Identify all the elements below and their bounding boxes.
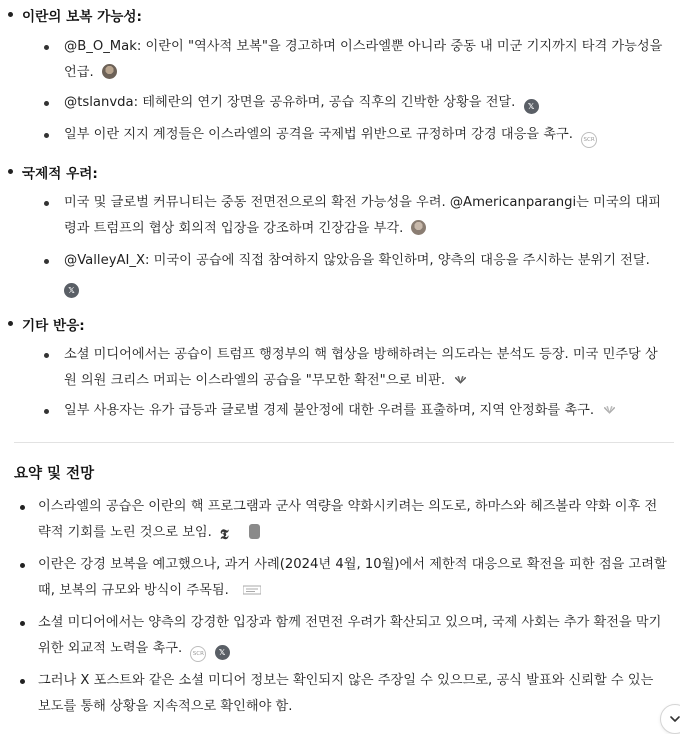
nbc-peacock-icon[interactable] xyxy=(453,375,468,385)
list-item-text: 보도를 통해 상황을 지속적으로 확인해야 함. xyxy=(38,699,293,714)
list-item xyxy=(38,610,668,662)
summary-title: 요약 및 전망 xyxy=(14,466,95,482)
list-item xyxy=(64,90,670,116)
list-item-text: 이스라엘의 공습은 이란의 핵 프로그램과 군사 역량을 약화시키려는 의도로, 하마스와 헤즈볼라 약화 이후 전 xyxy=(38,499,658,514)
list-item xyxy=(38,552,668,604)
list-item xyxy=(38,494,668,546)
divider xyxy=(14,442,674,443)
section-heading: 국제적 우려: xyxy=(22,162,98,182)
list-item-text: 미국 및 글로벌 커뮤니티는 중동 전면전으로의 확전 가능성을 우려. @Americanparangi는 미국의 대피 xyxy=(64,195,661,210)
list-item xyxy=(64,34,670,86)
list-item-text: 소셜 미디어에서는 양측의 강경한 입장과 함께 전면전 우려가 확산되고 있으며, 국제 사회는 추가 확전을 막기 xyxy=(38,615,662,630)
list-item xyxy=(64,398,670,424)
list-item-text: 위한 외교적 노력을 촉구. xyxy=(38,641,183,656)
news-source-icon[interactable] xyxy=(243,585,261,595)
list-item-text: @tslanvda: 테헤란의 연기 장면을 공유하며, 공습 직후의 긴박한 상황을 전달. xyxy=(64,95,516,110)
bullet xyxy=(8,12,13,17)
bullet xyxy=(8,321,13,326)
list-item xyxy=(64,190,670,242)
x-logo-icon[interactable]: 𝕏 xyxy=(524,99,539,114)
x-logo-icon[interactable]: 𝕏 xyxy=(215,645,230,660)
list-item-text: 언급. xyxy=(64,65,94,80)
list-item-text: 략적 기회를 노린 것으로 보임. xyxy=(38,525,212,540)
list-item-text: 이란은 강경 보복을 예고했으나, 과거 사례(2024년 4월, 10월)에서 제한적 대응으로 확전을 피한 점을 고려할 xyxy=(38,557,667,572)
list-item-text: 원 의원 크리스 머피는 이스라엘의 공습을 "무모한 확전"으로 비판. xyxy=(64,373,446,388)
list-item xyxy=(38,668,668,720)
list-item-text: @ValleyAI_X: 미국이 공습에 직접 참여하지 않았음을 확인하며, 양측의 대응을 주시하는 분위기 전달. xyxy=(64,253,650,268)
list-item xyxy=(64,342,670,394)
list-item-text: @B_O_Mak: 이란이 "역사적 보복"을 경고하며 이스라엘뿐 아니라 중동 내 미군 기지까지 타격 가능성을 xyxy=(64,39,663,54)
nyt-logo-icon[interactable]: 𝕿 xyxy=(220,527,229,543)
list-item-text: 령과 트럼프의 협상 회의적 입장을 강조하며 긴장감을 부각. xyxy=(64,221,404,236)
list-item xyxy=(64,248,670,300)
avatar-icon[interactable] xyxy=(102,64,117,79)
list-item xyxy=(64,122,670,148)
bullet xyxy=(8,169,13,174)
phone-icon[interactable] xyxy=(249,524,260,539)
scr-icon[interactable]: SCR xyxy=(190,646,206,662)
nbc-peacock-icon[interactable] xyxy=(602,405,617,415)
list-item-text: 그러나 X 포스트와 같은 소셜 미디어 정보는 확인되지 않은 주장일 수 있으므로, 공식 발표와 신뢰할 수 있는 xyxy=(38,673,654,688)
scr-icon[interactable]: SCR xyxy=(581,132,597,148)
list-item-text: 일부 이란 지지 계정들은 이스라엘의 공격을 국제법 위반으로 규정하며 강경 대응을 촉구. xyxy=(64,127,573,142)
list-item-text: 일부 사용자는 유가 급등과 글로벌 경제 불안정에 대한 우려를 표출하며, 지역 안정화를 촉구. xyxy=(64,403,595,418)
x-logo-icon[interactable]: 𝕏 xyxy=(64,283,79,298)
scroll-down-button[interactable] xyxy=(660,704,680,734)
section-heading: 기타 반응: xyxy=(22,314,85,334)
list-item-text: 소셜 미디어에서는 공습이 트럼프 행정부의 핵 협상을 방해하려는 의도라는 분석도 등장. 미국 민주당 상 xyxy=(64,347,658,362)
avatar-icon[interactable] xyxy=(411,220,426,235)
section-heading: 이란의 보복 가능성: xyxy=(22,5,142,25)
chevron-down-icon xyxy=(669,713,680,725)
list-item-text: 때, 보복의 규모와 방식이 주목됨. xyxy=(38,583,229,598)
